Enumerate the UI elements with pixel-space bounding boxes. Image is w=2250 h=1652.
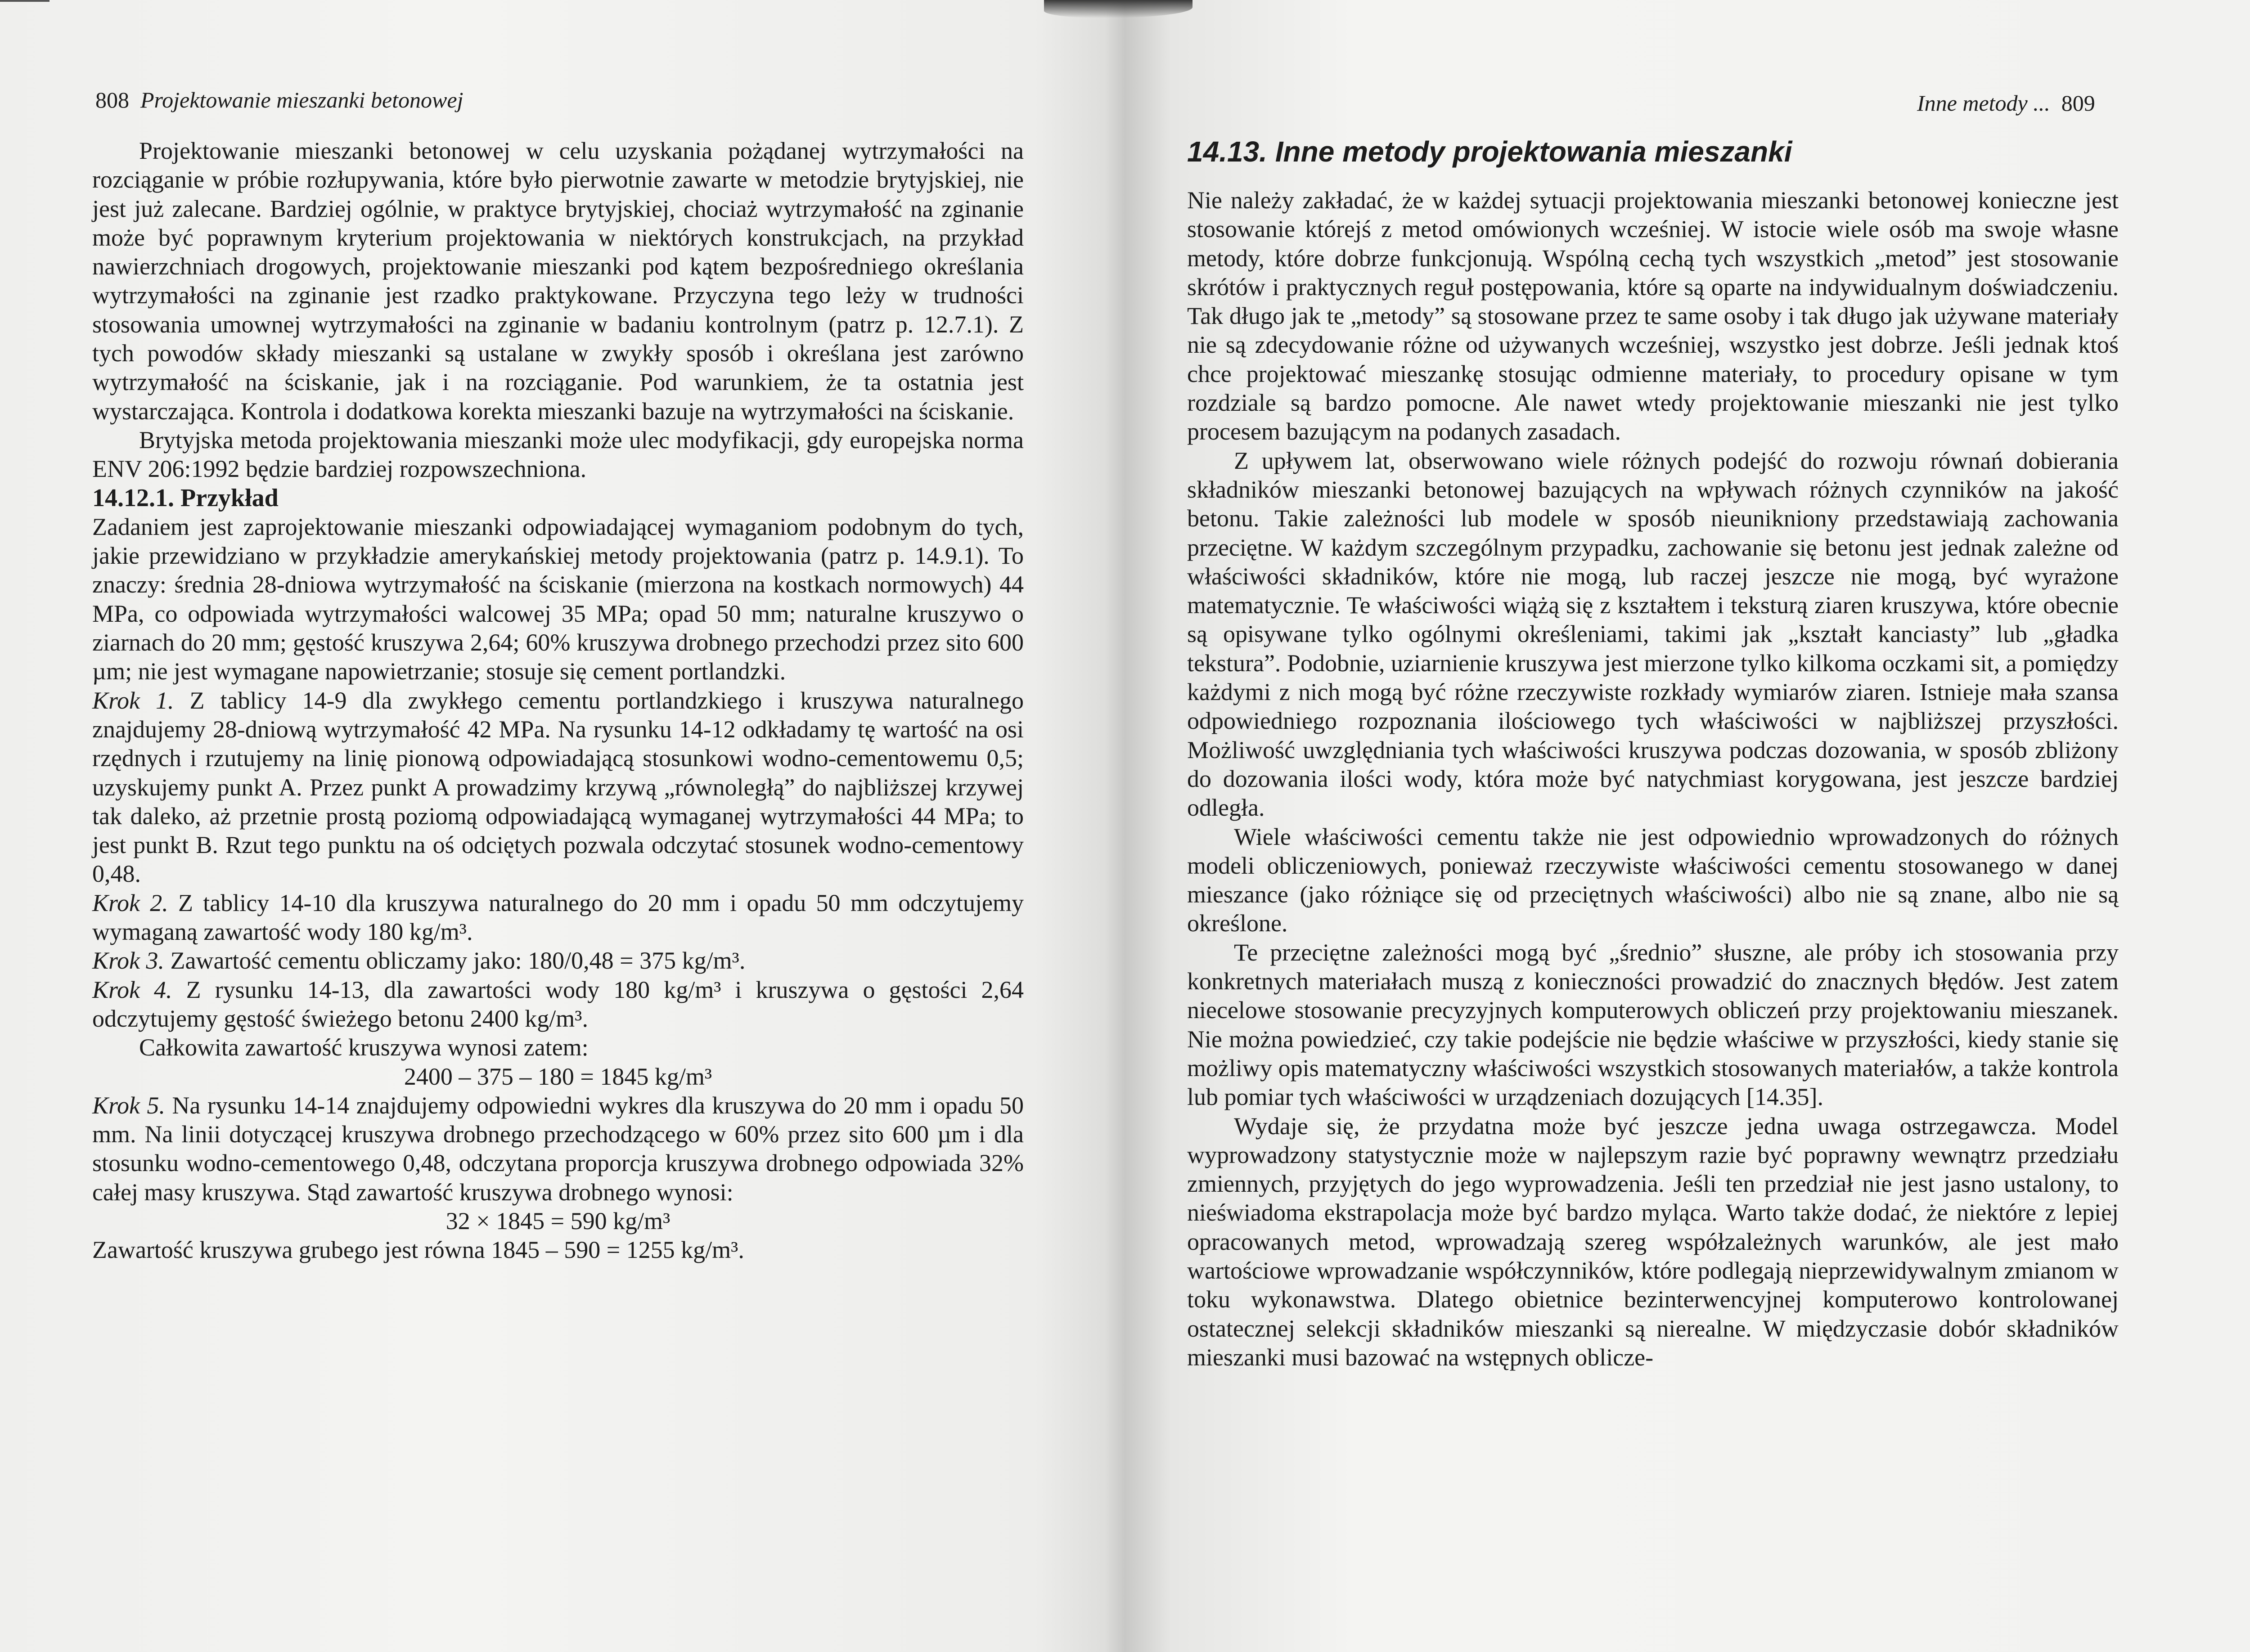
equation: 32 × 1845 = 590 kg/m³ xyxy=(446,1207,670,1235)
paragraph: Nie należy zakładać, że w każdej sytuacji projektowania mieszanki betonowej konieczne jest stosowanie którejś z metod omówionych wcześniej. W istocie wiele osób ma swoje własne metody, które dobrze funkcjonują. Wspólną cechą tych wszystkich „metod” jest stosowanie skrótów i praktycznych reguł postępowania, które są oparte na indywidualnym doświadczeniu. Tak długo jak te „metody” są stosowane przez te same osoby i tak długo jak używane materiały nie są zdecydowanie różne od używanych wcześniej, wszystko jest dobrze. Jeśli jednak ktoś chce projektować mieszankę stosując odmienne materiały, to procedury opisane w tym rozdziale są bardzo pomocne. Ale nawet wtedy projektowanie mieszanki nie jest tylko procesem bazującym na podanych zasadach. xyxy=(1187,187,2119,445)
paragraph: Brytyjska metoda projektowania mieszanki może ulec modyfikacji, gdy europejska norma ENV 206:1992 będzie bardziej rozpowszechniona. xyxy=(92,426,1024,483)
step-label: Krok 3. xyxy=(92,947,164,974)
left-running-title: Projektowanie mieszanki betonowej xyxy=(140,87,464,112)
page-edge-line xyxy=(0,0,50,2)
step-text: Z tablicy 14-10 dla kruszywa naturalnego do 20 mm i opadu 50 mm odczytujemy wymaganą zawartość wody 180 kg/m³. xyxy=(92,889,1024,946)
left-running-head xyxy=(95,87,463,113)
step-label: Krok 1. xyxy=(92,687,174,714)
step-text: Zawartość cementu obliczamy jako: 180/0,48 = 375 kg/m³. xyxy=(164,947,746,974)
left-text-column xyxy=(92,136,1024,1265)
paragraph: Projektowanie mieszanki betonowej w celu uzyskania pożądanej wytrzymałości na rozciąganie w próbie rozłupywania, które było pierwotnie zawarte w metodzie brytyjskiej, nie jest już zalecane. Bardziej ogólnie, w praktyce brytyjskiej, chociaż wytrzymałość na zginanie może być poprawnym kryterium projektowania w niektórych konstrukcjach, na przykład nawierzchniach drogowych, projektowanie mieszanki pod kątem bezpośredniego określania wytrzymałości na zginanie jest rzadko praktykowane. Przyczyna tego leży w trudności stosowania umownej wytrzymałości na zginanie w badaniu kontrolnym (patrz p. 12.7.1). Z tych powodów składy mieszanki są ustalane w zwykły sposób i określana jest zarówno wytrzymałość na ściskanie, jak i na rozciąganie. Pod warunkiem, że ta ostatnia jest wystarczająca. Kontrola i dodatkowa korekta mieszanki bazuje na wytrzymałości na ściskanie. xyxy=(92,137,1024,425)
section-title: 14.13. Inne metody projektowania mieszanki xyxy=(1187,135,1792,168)
left-page-number: 808 xyxy=(95,87,129,112)
step-label: Krok 5. xyxy=(92,1091,165,1119)
step-paragraph xyxy=(92,686,1024,889)
step-paragraph xyxy=(92,975,1024,1033)
step-paragraph xyxy=(92,1091,1024,1207)
equation: 2400 – 375 – 180 = 1845 kg/m³ xyxy=(404,1063,712,1090)
paragraph: Wiele właściwości cementu także nie jest odpowiednio wprowadzonych do różnych modeli obliczeniowych, ponieważ rzeczywiste właściwości cementu stosowanego w danej mieszance (jako różniące się od przeciętnych właściwości) albo nie są znane, albo nie są określone. xyxy=(1187,823,2119,937)
right-page-number: 809 xyxy=(2061,90,2095,116)
step-label: Krok 4. xyxy=(92,976,172,1003)
step-text: Na rysunku 14-14 znajdujemy odpowiedni wykres dla kruszywa do 20 mm i opadu 50 mm. Na linii dotyczącej kruszywa drobnego przechodzącego w 60% przez sito 600 µm i dla stosunku wodno-cementowego 0,48, odczytana proporcja kruszywa drobnego odpowiada 32% całej masy kruszywa. Stąd zawartość kruszywa drobnego wynosi: xyxy=(92,1091,1024,1206)
section-heading: 14.12.1. Przykład xyxy=(92,484,279,512)
right-running-head xyxy=(1917,90,2095,116)
step-text: Z tablicy 14-9 dla zwykłego cementu portlandzkiego i kruszywa naturalnego znajdujemy 28-dniową wytrzymałość 42 MPa. Na rysunku 14-12 odkładamy tę wartość na osi rzędnych i rzutujemy na linię pionową odpowiadającą stosunkowi wodno-cementowemu 0,5; uzyskujemy punkt A. Przez punkt A prowadzimy krzywą „równoległą” do najbliższej krzywej tak daleko, aż przetnie prostą poziomą odpowiadającą wymaganej wytrzymałości 44 MPa; to jest punkt B. Rzut tego punktu na oś odciętych pozwala odczytać stosunek wodno-cementowy 0,48. xyxy=(92,687,1024,888)
step-label: Krok 2. xyxy=(92,889,168,916)
right-text-column xyxy=(1187,186,2119,1372)
step-paragraph xyxy=(92,889,1024,947)
example-intro: Zadaniem jest zaprojektowanie mieszanki odpowiadającej wymaganiom podobnym do tych, jakie przewidziano w przykładzie amerykańskiej metody projektowania (patrz p. 14.9.1). To znaczy: średnia 28-dniowa wytrzymałość na ściskanie (mierzona na kostkach normowych) 44 MPa, co odpowiada wytrzymałości walcowej 35 MPa; opad 50 mm; naturalne kruszywo o ziarnach do 20 mm; gęstość kruszywa 2,64; 60% kruszywa drobnego przechodzi przez sito 600 µm; nie jest wymagane napowietrzanie; stosuje się cement portlandzki. xyxy=(92,513,1024,685)
step-text: Z rysunku 14-13, dla zawartości wody 180 kg/m³ i kruszywa o gęstości 2,64 odczytujemy gęstość świeżego betonu 2400 kg/m³. xyxy=(92,976,1024,1032)
paragraph: Z upływem lat, obserwowano wiele różnych podejść do rozwoju równań dobierania składników mieszanki betonowej bazujących na wpływach różnych czynników na jakość betonu. Takie zależności lub modele w sposób nieunikniony przedstawiają zachowania przeciętne. W każdym szczególnym przypadku, zachowanie się betonu jest jednak zależne od właściwości składników, które nie mogą, lub raczej jeszcze nie mogą, być wyrażone matematycznie. Te właściwości wiążą się z kształtem i teksturą ziaren kruszywa, które obecnie są opisywane tylko ogólnymi określeniami, takimi jak „kształt kanciasty” lub „gładka tekstura”. Podobnie, uziarnienie kruszywa jest mierzone tylko kilkoma oczkami sit, a pomiędzy każdymi z nich mogą być różne rzeczywiste rozkłady wymiarów ziaren. Istnieje mała szansa odpowiedniego rozpoznania ilościowego tych właściwości w najbliższej przyszłości. Możliwość uwzględniania tych właściwości kruszywa podczas dozowania, w sposób zbliżony do dozowania ilości wody, która może być natychmiast korygowana, jest jeszcze bardziej odległa. xyxy=(1187,447,2119,822)
final-line: Zawartość kruszywa grubego jest równa 1845 – 590 = 1255 kg/m³. xyxy=(92,1236,744,1264)
total-aggregate-line: Całkowita zawartość kruszywa wynosi zatem: xyxy=(139,1034,589,1061)
paragraph: Te przeciętne zależności mogą być „średnio” słuszne, ale próby ich stosowania przy konkretnych materiałach muszą z konieczności prowadzić do znacznych błędów. Jest zatem niecelowe stosowanie precyzyjnych komputerowych obliczeń przy projektowaniu mieszanek. Nie można powiedzieć, czy takie podejście nie będzie właściwe w przyszłości, kiedy stanie się możliwy opis matematyczny właściwości wszystkich stosowanych materiałów, a także kontrola lub pomiar tych właściwości w urządzeniach dozujących [14.35]. xyxy=(1187,938,2119,1111)
gutter-shadow xyxy=(1105,0,1125,1652)
step-paragraph xyxy=(92,946,1024,975)
paragraph: Wydaje się, że przydatna może być jeszcze jedna uwaga ostrzegawcza. Model wyprowadzony statystycznie może w najlepszym razie być poprawny wewnątrz przedziału zmiennych, przyjętych do jego wyprowadzenia. Jeśli ten przedział nie jest jasno ustalony, to nieświadoma ekstrapolacja może być bardzo myląca. Warto także dodać, że niektóre z lepiej opracowanych metod, wprowadzają szereg współzależnych warunków, ale jest mało wartościowe wprowadzanie współczynników, które podlegają nieprzewidywalnym zmianom w toku wykonawstwa. Dlatego obietnice bezinterwencyjnej komputerowo kontrolowanej ostatecznej selekcji składników mieszanki są nierealne. W międzyczasie dobór składników mieszanki musi bazować na wstępnych oblicze- xyxy=(1187,1112,2119,1371)
right-running-title: Inne metody ... xyxy=(1917,90,2050,116)
